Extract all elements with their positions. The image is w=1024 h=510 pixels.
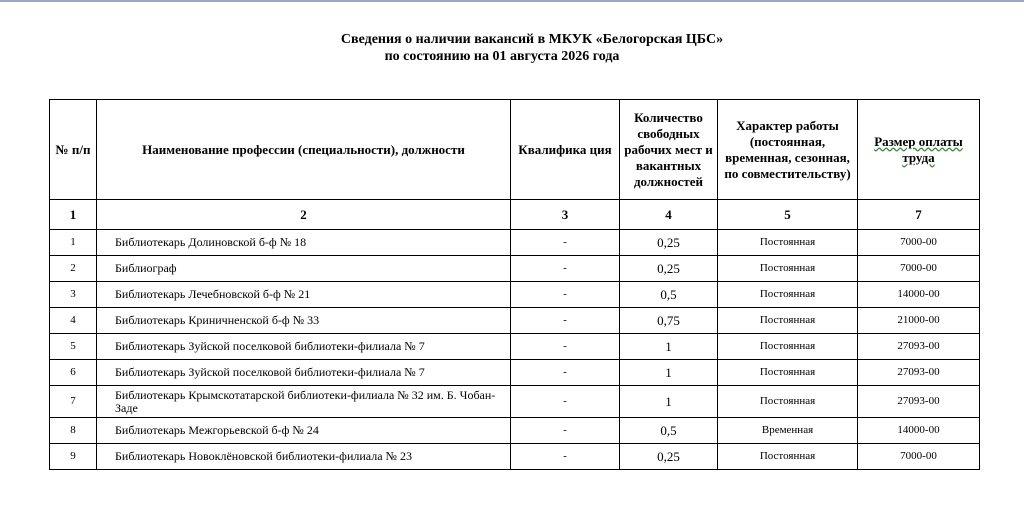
row-qualification: - — [511, 334, 620, 360]
row-salary: 27093-00 — [858, 386, 980, 418]
row-profession: Библиотекарь Зуйской поселковой библиотеки-филиала № 7 — [97, 360, 511, 386]
row-profession: Библиограф — [97, 256, 511, 282]
row-work-type: Временная — [718, 418, 858, 444]
column-numbers-row — [50, 200, 980, 230]
table-body — [50, 230, 980, 470]
row-work-type: Постоянная — [718, 444, 858, 470]
row-vacancy-count: 0,75 — [620, 308, 718, 334]
row-vacancy-count: 0,25 — [620, 444, 718, 470]
row-work-type: Постоянная — [718, 334, 858, 360]
row-salary: 21000-00 — [858, 308, 980, 334]
header-vacancy-count: Количество свободных рабочих мест и вакантных должностей — [620, 100, 718, 200]
column-number: 3 — [511, 200, 620, 230]
row-qualification: - — [511, 256, 620, 282]
row-profession: Библиотекарь Лечебновской б-ф № 21 — [97, 282, 511, 308]
row-vacancy-count: 0,5 — [620, 418, 718, 444]
row-vacancy-count: 1 — [620, 360, 718, 386]
column-number: 2 — [97, 200, 511, 230]
table-row — [50, 282, 980, 308]
column-number: 5 — [718, 200, 858, 230]
table-row — [50, 230, 980, 256]
table-row — [50, 256, 980, 282]
row-vacancy-count: 0,25 — [620, 230, 718, 256]
row-qualification: - — [511, 360, 620, 386]
row-profession: Библиотекарь Новоклёновской библиотеки-филиала № 23 — [97, 444, 511, 470]
column-number: 1 — [50, 200, 97, 230]
row-number: 7 — [50, 386, 97, 418]
row-profession: Библиотекарь Криничненской б-ф № 33 — [97, 308, 511, 334]
row-number: 3 — [50, 282, 97, 308]
row-work-type: Постоянная — [718, 360, 858, 386]
header-qualification: Квалифика ция — [511, 100, 620, 200]
row-salary: 27093-00 — [858, 360, 980, 386]
row-qualification: - — [511, 444, 620, 470]
row-vacancy-count: 1 — [620, 334, 718, 360]
row-salary: 7000-00 — [858, 230, 980, 256]
row-work-type: Постоянная — [718, 230, 858, 256]
table-row — [50, 334, 980, 360]
row-salary: 27093-00 — [858, 334, 980, 360]
row-vacancy-count: 0,25 — [620, 256, 718, 282]
row-number: 5 — [50, 334, 97, 360]
row-salary: 7000-00 — [858, 256, 980, 282]
row-profession: Библиотекарь Крымскотатарской библиотеки-филиала № 32 им. Б. Чобан-Заде — [97, 386, 511, 418]
row-work-type: Постоянная — [718, 308, 858, 334]
row-salary: 7000-00 — [858, 444, 980, 470]
row-number: 9 — [50, 444, 97, 470]
row-vacancy-count: 0,5 — [620, 282, 718, 308]
table-row — [50, 418, 980, 444]
row-profession: Библиотекарь Межгорьевской б-ф № 24 — [97, 418, 511, 444]
row-qualification: - — [511, 308, 620, 334]
row-number: 2 — [50, 256, 97, 282]
row-number: 8 — [50, 418, 97, 444]
header-salary-text: Размер оплаты труда — [874, 133, 963, 165]
row-profession: Библиотекарь Долиновской б-ф № 18 — [97, 230, 511, 256]
row-salary: 14000-00 — [858, 282, 980, 308]
row-number: 6 — [50, 360, 97, 386]
row-work-type: Постоянная — [718, 282, 858, 308]
row-number: 4 — [50, 308, 97, 334]
row-work-type: Постоянная — [718, 386, 858, 418]
table-header-row — [50, 100, 980, 200]
row-salary: 14000-00 — [858, 418, 980, 444]
column-number: 4 — [620, 200, 718, 230]
row-profession: Библиотекарь Зуйской поселковой библиотеки-филиала № 7 — [97, 334, 511, 360]
vacancies-table — [49, 99, 980, 470]
row-number: 1 — [50, 230, 97, 256]
header-profession: Наименование профессии (специальности), должности — [97, 100, 511, 200]
table-row — [50, 444, 980, 470]
top-border-line — [0, 0, 1024, 2]
header-salary — [858, 100, 980, 200]
header-work-type: Характер работы (постоянная, временная, сезонная, по совместительству) — [718, 100, 858, 200]
document-title: Сведения о наличии вакансий в МКУК «Белогорская ЦБС» — [340, 32, 724, 47]
table-row — [50, 308, 980, 334]
row-qualification: - — [511, 282, 620, 308]
row-qualification: - — [511, 418, 620, 444]
row-work-type: Постоянная — [718, 256, 858, 282]
header-number: № п/п — [50, 100, 97, 200]
row-vacancy-count: 1 — [620, 386, 718, 418]
table-row — [50, 386, 980, 418]
table-row — [50, 360, 980, 386]
document-subtitle: по состоянию на 01 августа 2026 года — [384, 49, 620, 64]
column-number: 7 — [858, 200, 980, 230]
row-qualification: - — [511, 386, 620, 418]
row-qualification: - — [511, 230, 620, 256]
